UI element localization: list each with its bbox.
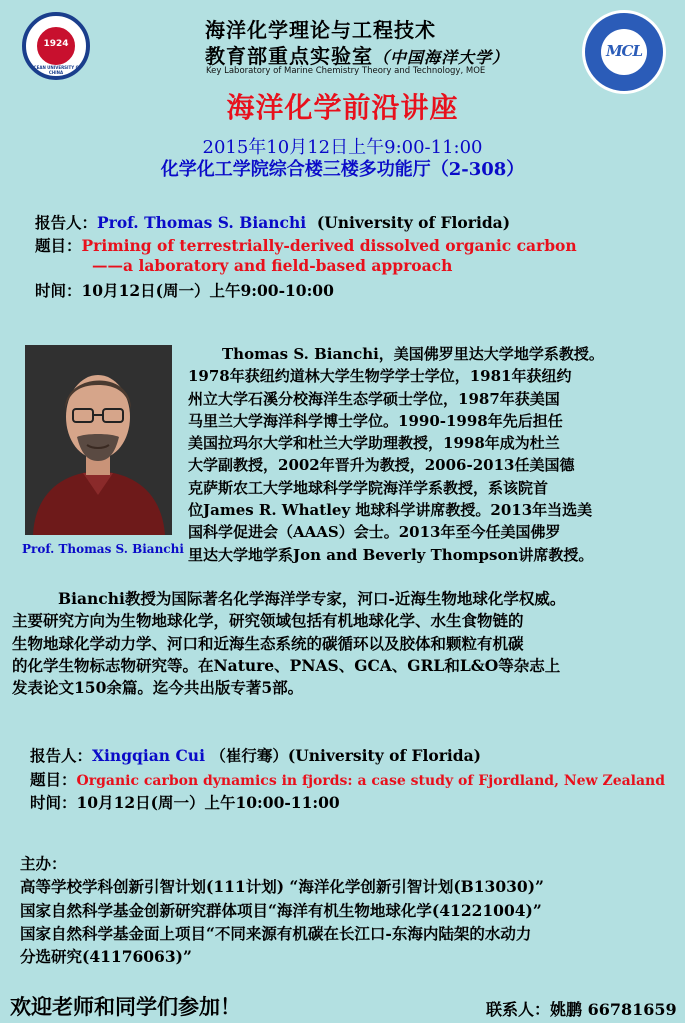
speaker-bio	[188, 343, 673, 566]
research-intro	[12, 588, 678, 699]
bio-line: 马里兰大学海洋科学博士学位。1990-1998年先后担任	[188, 411, 563, 430]
bio-line: Thomas S. Bianchi，美国佛罗里达大学地学系教授。	[222, 345, 604, 363]
talk1-speaker-name: Prof. Thomas S. Bianchi	[97, 213, 307, 232]
sponsor-line: 分选研究(41176063)”	[20, 947, 192, 967]
bio-line: 大学副教授，2002年晋升为教授，2006-2013任美国德	[188, 456, 575, 475]
university-handwriting: （中国海洋大学）	[373, 48, 510, 67]
key-lab-logo-inner	[601, 29, 647, 75]
sponsor-line: 国家自然科学基金面上项目“不同来源有机碳在长江口-东海内陆架的水动力	[20, 923, 532, 943]
logo-ring-text: OCEAN UNIVERSITY OF CHINA	[30, 65, 82, 75]
sponsor-line: 高等学校学科创新引智计划(111计划) “海洋化学创新引智计划(B13030)”	[20, 877, 544, 897]
lab-name-line2	[205, 40, 509, 69]
talk1-time-value: 10月12日(周一）上午9:00-10:00	[81, 281, 334, 300]
talk2-topic-row	[30, 768, 665, 790]
talk2-topic-label: 题目：	[30, 770, 77, 789]
talk1-topic-label: 题目：	[35, 236, 82, 255]
talk1-topic-line1: Priming of terrestrially-derived dissolved organic carbon	[81, 236, 577, 255]
bio-line: 里达大学地学系Jon and Beverly Thompson讲席教授。	[188, 545, 594, 564]
talk1-time-label: 时间：	[35, 281, 82, 300]
welcome-message: 欢迎老师和同学们参加！	[10, 994, 241, 1019]
talk2-time-label: 时间：	[30, 793, 77, 812]
intro-line: 发表论文150余篇。迄今共出版专著5部。	[12, 678, 304, 698]
talk2-speaker-affiliation: (University of Florida)	[287, 746, 482, 765]
talk2-speaker-label: 报告人：	[30, 746, 93, 765]
bio-line: 美国拉玛尔大学和杜兰大学助理教授，1998年成为杜兰	[188, 434, 560, 453]
talk1-speaker-affiliation: (University of Florida)	[316, 213, 511, 232]
logo-emblem	[35, 25, 77, 67]
ocean-university-logo	[22, 12, 90, 80]
bio-line: 位James R. Whatley 地球科学讲席教授。2013年当选美	[188, 501, 593, 520]
bio-line: 克萨斯农工大学地球科学学院海洋学系教授，系该院首	[188, 478, 549, 497]
bio-line: 州立大学石溪分校海洋生态学硕士学位，1987年获美国	[188, 389, 560, 408]
talk1-topic-row	[35, 234, 577, 256]
talk2-speaker-chinese-name: （崔行骞）	[210, 746, 288, 765]
intro-line: Bianchi教授为国际著名化学海洋学专家，河口-近海生物地球化学权威。	[58, 589, 566, 608]
sponsors-block	[20, 852, 544, 968]
intro-line: 主要研究方向为生物地球化学，研究领域包括有机地球化学、水生食物链的	[12, 611, 524, 631]
intro-line: 生物地球化学动力学、河口和近海生态系统的碳循环以及胶体和颗粒有机碳	[12, 633, 524, 653]
lab-name-line2-text: 教育部重点实验室	[205, 44, 373, 68]
key-lab-logo-mark: MCL	[605, 42, 643, 60]
intro-line: 的化学生物标志物研究等。在Nature、PNAS、GCA、GRL和L&O等杂志上	[12, 655, 561, 675]
speaker-portrait	[25, 345, 172, 535]
event-title: 海洋化学前沿讲座	[226, 91, 459, 124]
speaker-photo	[25, 345, 172, 535]
talk2-time-row	[30, 791, 340, 813]
event-venue: 化学化工学院综合楼三楼多功能厅（2-308）	[160, 159, 525, 180]
talk1-speaker-row	[35, 211, 510, 233]
photo-caption: Prof. Thomas S. Bianchi	[22, 542, 184, 556]
key-lab-logo	[582, 10, 666, 94]
sponsor-line: 国家自然科学基金创新研究群体项目“海洋有机生物地球化学(41221004)”	[20, 900, 542, 920]
logo-year: 1924	[43, 39, 69, 49]
talk2-topic: Organic carbon dynamics in fjords: a case study of Fjordland, New Zealand	[76, 773, 666, 789]
talk2-speaker-row	[30, 744, 481, 766]
talk2-speaker-name: Xingqian Cui	[92, 746, 205, 765]
bio-line: 国科学促进会（AAAS）会士。2013年至今任美国佛罗	[188, 523, 561, 542]
bio-line: 1978年获纽约道林大学生物学学士学位，1981年获纽约	[188, 367, 572, 386]
lab-name-line1: 海洋化学理论与工程技术	[205, 18, 436, 42]
event-datetime: 2015年10月12日上午9:00-11:00	[202, 137, 483, 158]
sponsors-label: 主办：	[20, 854, 67, 873]
talk1-topic-line2: ——a laboratory and field-based approach	[92, 256, 453, 275]
talk2-time-value: 10月12日(周一）上午10:00-11:00	[76, 793, 340, 812]
talk1-time-row	[35, 279, 334, 301]
contact-info: 联系人：姚鹏 66781659	[486, 1000, 677, 1019]
lab-name-english: Key Laboratory of Marine Chemistry Theory and Technology, MOE	[206, 66, 486, 76]
talk1-speaker-label: 报告人：	[35, 213, 98, 232]
